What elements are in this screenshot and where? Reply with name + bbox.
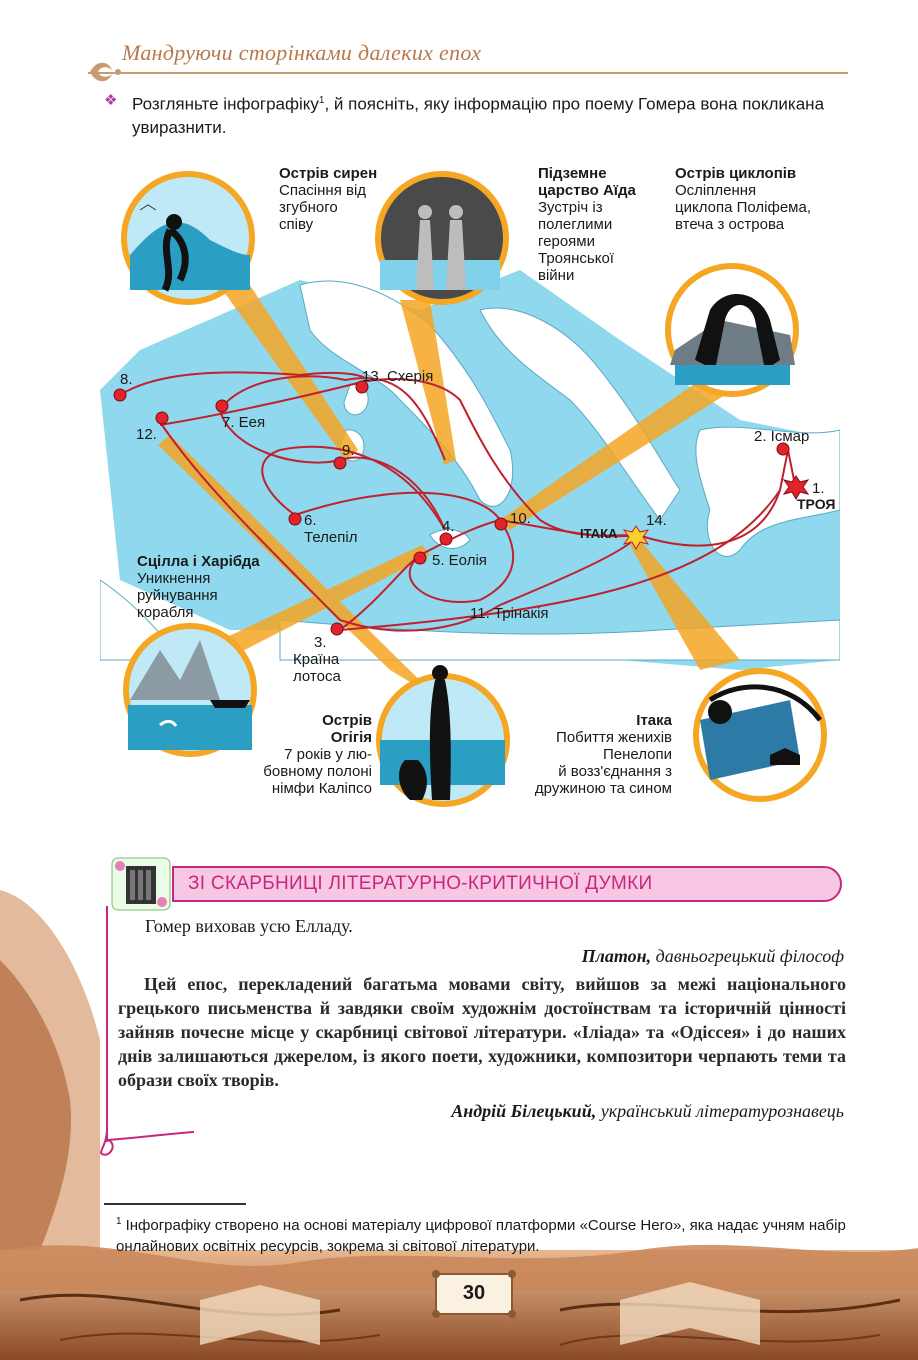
stop-marker-lotus: [331, 623, 343, 635]
caption-hades: [538, 165, 668, 284]
quote-biletsky-author: Андрій Білецький,: [451, 1101, 597, 1121]
stop-label-6-num: 6.: [304, 512, 317, 529]
book-treasury-icon: [110, 856, 172, 912]
scene-cyclops: [668, 266, 796, 394]
scene-ogygia: [379, 665, 507, 804]
caption-sirens-l3: співу: [279, 216, 314, 233]
caption-sirens-title: Острів сирен: [279, 165, 378, 182]
stop-label-3-l1: Країна: [293, 651, 340, 668]
stop-marker-8: [114, 389, 126, 401]
caption-hades-l2: полеглими: [538, 216, 613, 233]
scene-sirens: [124, 174, 252, 302]
caption-sirens-l2: згубного: [279, 199, 338, 216]
stop-marker-telepylos: [289, 513, 301, 525]
stop-label-14: 14.: [646, 512, 667, 529]
stop-label-6-name: Телепіл: [304, 529, 358, 546]
stop-label-2: 2. Ісмар: [754, 428, 810, 445]
caption-ogygia-l2: бовному полоні: [263, 763, 372, 780]
stop-label-5: 5. Еолія: [432, 552, 487, 569]
caption-cyclops-l3: втеча з острова: [675, 216, 785, 233]
quote-biletsky-role: український літературознавець: [596, 1101, 844, 1121]
caption-sirens: [279, 165, 439, 233]
stop-label-7: 7. Еея: [222, 414, 266, 431]
stop-marker-aeolia: [414, 552, 426, 564]
stop-label-10: 10.: [510, 510, 531, 527]
section-title: ЗІ СКАРБНИЦІ ЛІТЕРАТУРНО-КРИТИЧНОЇ ДУМКИ: [188, 873, 653, 894]
caption-ogygia-title1: Острів: [322, 712, 372, 729]
stop-label-1: 1.: [812, 480, 825, 497]
stop-marker-10: [495, 518, 507, 530]
stop-label-11: 11. Трінакія: [470, 605, 549, 622]
quote-biletsky-attribution: [451, 1099, 844, 1123]
intro-text-b: , й поясніть, яку інформацію про поему Гомера вона покликана увиразнити.: [132, 94, 825, 137]
itaka-map-label: ІТАКА: [580, 526, 618, 541]
footnote-text: Інфографіку створено на основі матеріалу цифрової платформи «Course Hero», яка надає учням набір онлайнових освітніх ресурсів, зокрема зі світової літератури.: [116, 1217, 846, 1255]
caption-ithaca-l4: дружиною та сином: [534, 780, 672, 797]
caption-scylla-l1: Уникнення: [137, 570, 211, 587]
quote-biletsky-text: Цей епос, перекладений багатьма мовами світу, вийшов за межі національного грецького письменства й завдяки своїм художнім достоїнствам та історичній цінності зайняв почесне місце у скарбниці світової літератури. «Іліада» та «Одіссея» і до наших днів залишаються джерелом, із якого поети, художники, композитори черпають теми та образи своїх творів.: [118, 974, 846, 1090]
diamond-bullet-icon: ❖: [104, 92, 118, 109]
page-number: 30: [462, 1282, 486, 1304]
caption-ogygia-l1: 7 років у лю-: [284, 746, 372, 763]
stop-marker-12: [156, 412, 168, 424]
caption-ithaca-l1: Побиття женихів: [556, 729, 672, 746]
caption-sirens-l1: Спасіння від: [279, 182, 367, 199]
header-rule: [88, 72, 848, 74]
caption-hades-l4: Троянської: [538, 250, 614, 267]
caption-scylla-title: Сцілла і Харібда: [137, 553, 260, 570]
intro-text: [132, 89, 847, 139]
caption-hades-l3: героями: [538, 233, 595, 250]
intro-text-a: Розгляньте інфографіку: [132, 94, 319, 114]
stop-label-12: 12.: [136, 426, 157, 443]
caption-hades-l1: Зустріч із: [538, 199, 603, 216]
quote-swirl-icon: [96, 1124, 196, 1158]
troy-label: ТРОЯ: [797, 496, 836, 512]
caption-ithaca-title: Ітака: [636, 712, 672, 729]
quote-plato-author: Платон,: [581, 946, 652, 966]
stop-label-13: 13. Схерія: [362, 368, 434, 385]
caption-ogygia-title2: Огігія: [330, 729, 372, 746]
quote-plato-attribution: [582, 944, 844, 968]
caption-scylla: [137, 553, 297, 621]
caption-cyclops-l2: циклопа Поліфема,: [675, 199, 811, 216]
caption-ithaca-l2: Пенелопи: [602, 746, 672, 763]
caption-scylla-l2: руйнування: [137, 587, 218, 604]
caption-cyclops-title: Острів циклопів: [675, 165, 797, 182]
scene-ithaca: [696, 671, 824, 799]
caption-hades-title1: Підземне: [538, 165, 607, 182]
caption-ithaca: [510, 712, 672, 797]
stop-label-9: 9.: [342, 442, 355, 459]
footnote-mark: 1: [116, 1216, 122, 1227]
caption-scylla-l3: корабля: [137, 604, 194, 621]
caption-cyclops-l1: Осліплення: [675, 182, 757, 199]
stop-marker-aeaea: [216, 400, 228, 412]
intro-footnote-mark: 1: [318, 95, 325, 106]
caption-ogygia: [224, 712, 372, 797]
odyssey-map: [100, 160, 840, 820]
caption-hades-l5: війни: [538, 267, 575, 284]
stop-label-4: 4.: [442, 518, 455, 535]
quote-homer: Гомер виховав усю Елладу.: [145, 916, 353, 936]
stop-label-8: 8.: [120, 371, 133, 388]
quote-plato-role: давньогрецький філософ: [651, 946, 844, 966]
caption-hades-title2: царство Аїда: [538, 182, 636, 199]
running-title: Мандруючи сторінками далеких епох: [122, 40, 482, 65]
caption-cyclops: [675, 165, 845, 233]
quote-rule: [106, 906, 108, 1142]
stop-label-3-l2: лотоса: [293, 668, 341, 685]
footnote: [116, 1211, 851, 1257]
caption-ithaca-l3: й возз'єднання з: [558, 763, 672, 780]
caption-ogygia-l3: німфи Каліпсо: [271, 780, 372, 797]
footnote-rule: [104, 1203, 246, 1205]
stop-label-3-num: 3.: [314, 634, 327, 651]
